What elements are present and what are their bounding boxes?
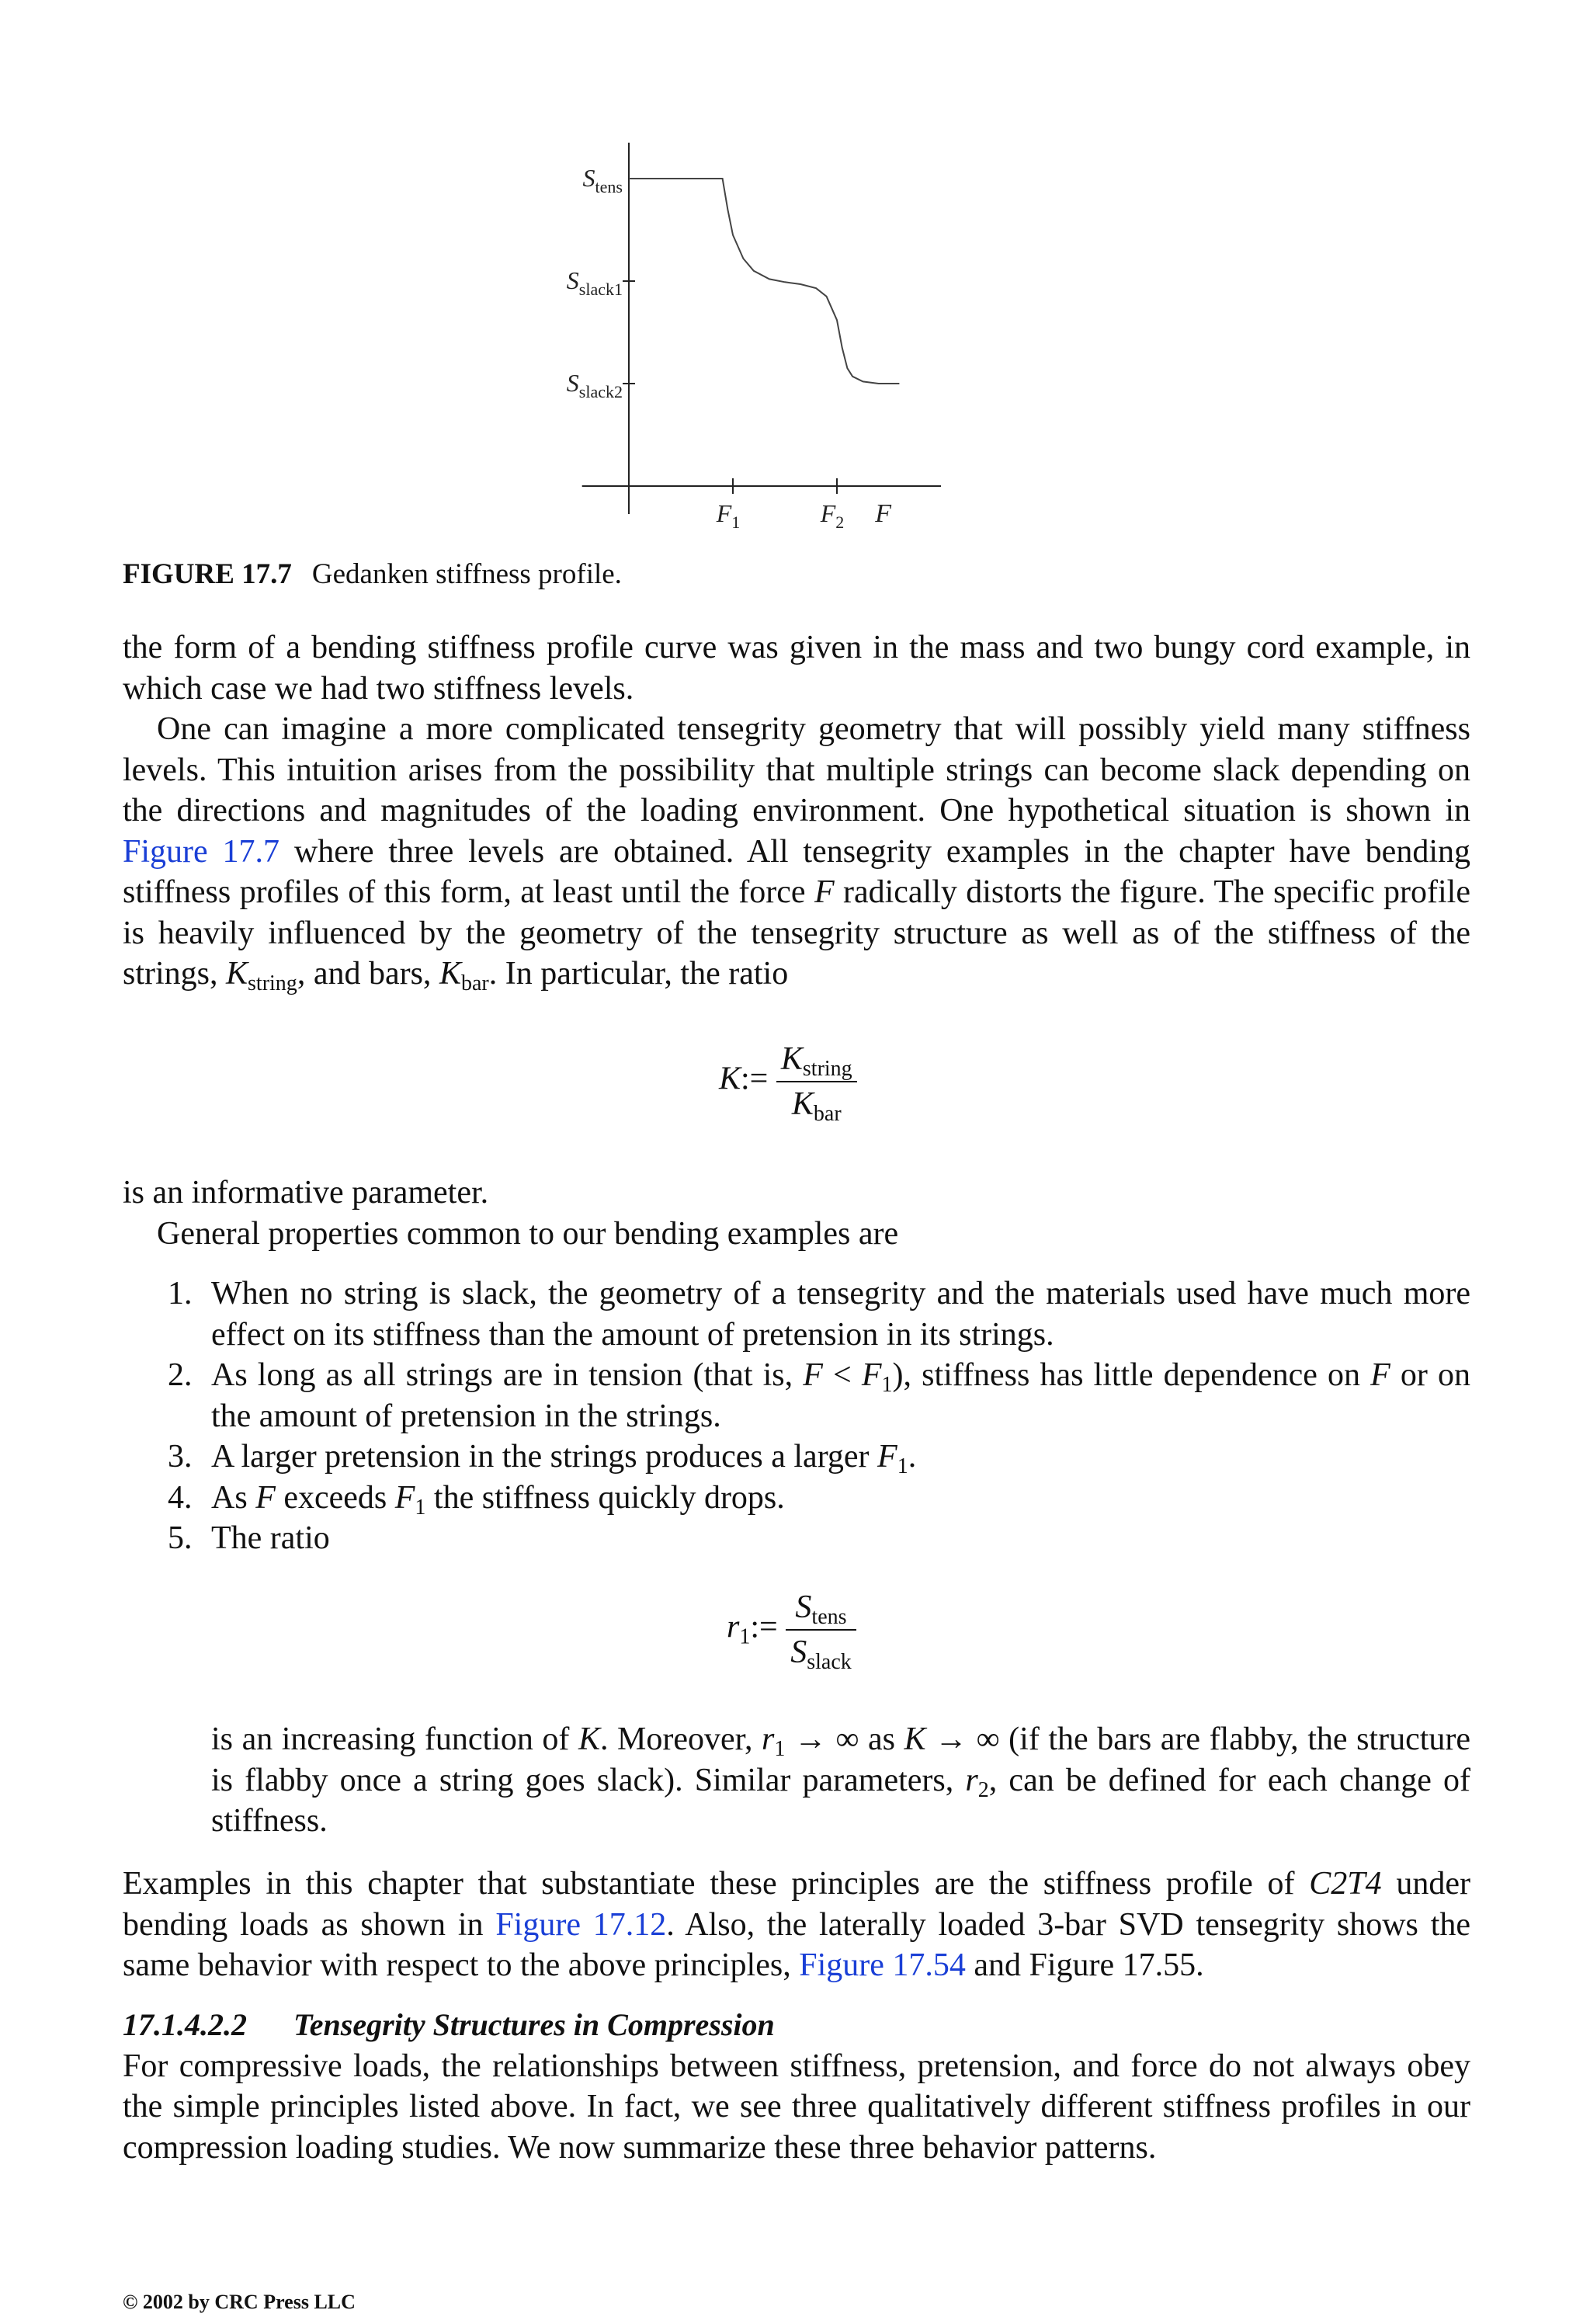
copyright-footer: © 2002 by CRC Press LLC — [123, 2291, 356, 2313]
figure-17-54-link[interactable]: Figure 17.54 — [799, 1947, 966, 1983]
body-text-top — [123, 627, 1470, 995]
x-tick-label: $F_1$ — [716, 499, 741, 532]
figure-17-12-link[interactable]: Figure 17.12 — [495, 1906, 667, 1943]
list-item — [123, 1355, 1470, 1436]
eq1-num-K: K — [780, 1041, 803, 1077]
list-text-b: . — [908, 1439, 917, 1475]
var-F: F — [1370, 1357, 1390, 1393]
eq1-numerator — [776, 1040, 857, 1082]
var-r1: r — [762, 1721, 775, 1757]
var-K: K — [904, 1721, 926, 1757]
p2-var-K-string: K — [226, 956, 248, 992]
list-item — [123, 1478, 1470, 1519]
eq1-fraction — [776, 1040, 857, 1126]
sub-2: 2 — [977, 1777, 989, 1802]
list-item — [123, 1273, 1470, 1355]
y-tick-label: $S_{slack2}$ — [566, 369, 623, 401]
paragraph-5 — [123, 1864, 1470, 1986]
figure-17-7-link[interactable]: Figure 17.7 — [123, 833, 280, 870]
eq1-lhs: K — [719, 1061, 741, 1097]
figure-caption-text: Gedanken stiffness profile. — [311, 558, 622, 590]
list-number: 2. — [168, 1357, 193, 1393]
i5-arrow-2: → ∞ (if the bars are flabby, the structure is flabby once a string goes slack). Similar parameters, — [211, 1721, 1471, 1798]
p2-sub-bar: bar — [460, 971, 489, 995]
list-text-a: As — [211, 1479, 256, 1516]
chart-y-tick-labels — [567, 164, 623, 401]
p5-text-c: . Also, the laterally loaded 3-bar SVD tensegrity shows the same behavior with respect to the above principles, — [123, 1906, 1471, 1983]
var-F1: F — [877, 1439, 897, 1475]
list-text-a: As long as all strings are in tension (that is, — [211, 1357, 804, 1393]
eq2-lhs-sub: 1 — [739, 1624, 751, 1649]
p5-text-a: Examples in this chapter that substantiate these principles are the stiffness profile of — [123, 1866, 1310, 1902]
list-text-a: A larger pretension in the strings produces a larger — [211, 1439, 878, 1475]
sub-1: 1 — [774, 1737, 786, 1761]
paragraph-6: For compressive loads, the relationships between stiffness, pretension, and force do not always obey the simple principles listed above. In fact, we see three qualitatively different stiffness profiles in our compression loading studies. We now summarize these three behavior patterns. — [123, 2048, 1470, 2166]
x-tick-label: $F_2$ — [820, 499, 845, 532]
y-tick-label: $S_{tens}$ — [582, 164, 623, 196]
eq2-num-S: S — [795, 1589, 812, 1625]
i5-arrow-1: → ∞ as — [785, 1721, 904, 1757]
paragraph-2 — [123, 709, 1470, 995]
eq2-fraction — [786, 1589, 856, 1674]
list-number: 1. — [168, 1276, 193, 1311]
var-F: F — [803, 1357, 823, 1393]
item-5-continuation — [123, 1719, 1470, 1842]
list-item — [123, 1518, 1470, 1559]
equation-K-ratio — [719, 1040, 857, 1126]
chart-x-tick-labels — [716, 499, 892, 532]
list-item — [123, 1436, 1470, 1478]
eq2-numerator — [786, 1589, 856, 1631]
sub-1: 1 — [897, 1454, 908, 1478]
section-title: Tensegrity Structures in Compression — [293, 2007, 775, 2042]
var-F: F — [255, 1479, 276, 1516]
list-number: 3. — [168, 1439, 193, 1475]
sub-1: 1 — [881, 1373, 893, 1397]
p2-text-a: One can imagine a more complicated tensegrity geometry that will possibly yield many stiffness levels. This intuition arises from the possibility that multiple strings can become slack depending on the directions and magnitudes of the loading environment. One hypothetical situation is shown in — [123, 711, 1470, 829]
paragraph-1: the form of a bending stiffness profile curve was given in the mass and two bungy cord example, in which case we had two stiffness levels. — [123, 630, 1470, 707]
list-text-b: exceeds — [275, 1479, 395, 1516]
section-number: 17.1.4.2.2 — [123, 2007, 247, 2042]
eq1-denominator — [776, 1082, 857, 1126]
list-number: 4. — [168, 1479, 193, 1516]
var-K: K — [578, 1721, 600, 1757]
var-r2: r — [965, 1762, 978, 1798]
list-text-c: the stiffness quickly drops. — [425, 1479, 785, 1516]
eq1-assign: := — [741, 1061, 769, 1097]
eq2-assign: := — [750, 1609, 778, 1645]
item-5-text — [123, 1719, 1470, 1842]
eq2-denominator — [786, 1631, 856, 1674]
p2-text-e: . In particular, the ratio — [488, 956, 789, 992]
section-heading — [123, 2005, 1470, 2046]
less-than: < — [822, 1357, 862, 1393]
p2-sub-string: string — [248, 971, 297, 995]
figure-label: FIGURE 17.7 — [123, 558, 292, 590]
sub-1: 1 — [415, 1495, 426, 1520]
x-axis-label: F — [875, 499, 891, 528]
stiffness-curve — [629, 179, 899, 384]
var-F1: F — [861, 1357, 882, 1393]
p5-text-d: and Figure 17.55. — [965, 1947, 1204, 1983]
p2-var-F: F — [814, 874, 835, 910]
i5-text-b: . Moreover, — [600, 1721, 762, 1757]
eq2-den-sub: slack — [807, 1650, 852, 1674]
eq1-num-sub: string — [802, 1057, 852, 1081]
p2-text-c: radically distorts the figure. The specific profile is heavily influenced by the geometry of the tensegrity structure as well as of the stiffness of the strings, — [123, 874, 1470, 992]
eq1-den-K: K — [791, 1086, 814, 1122]
stiffness-profile-chart — [497, 124, 1056, 544]
list-text: When no string is slack, the geometry of a tensegrity and the materials used have much more effect on its stiffness than the amount of pretension in its strings. — [211, 1276, 1470, 1353]
i5-text-a: is an increasing function of — [211, 1721, 578, 1757]
p2-var-K-bar: K — [439, 956, 461, 992]
paragraph-4: General properties common to our bending examples are — [157, 1215, 899, 1252]
properties-list — [123, 1273, 1470, 1559]
i5-text-c: , can be defined for each change of stiffness. — [211, 1762, 1471, 1839]
paragraph-3: is an informative parameter. — [123, 1175, 489, 1211]
var-F1: F — [394, 1479, 415, 1516]
section-block — [123, 2005, 1470, 2168]
eq2-den-S: S — [790, 1634, 807, 1670]
p5-text-b: under bending loads as shown in — [123, 1866, 1470, 1943]
c2t4-label: C2T4 — [1309, 1866, 1382, 1902]
chart-axes — [582, 143, 941, 514]
list-text-c: or on the amount of pretension in the strings. — [211, 1357, 1470, 1434]
list-text-a: The ratio — [211, 1520, 330, 1556]
eq1-den-sub: bar — [813, 1102, 842, 1126]
paragraph-5-block — [123, 1864, 1470, 1986]
body-text-middle — [123, 1172, 1470, 1254]
figure-caption — [123, 558, 622, 591]
eq2-lhs: r — [727, 1609, 740, 1645]
list-text-b: ), stiffness has little dependence on — [892, 1357, 1371, 1393]
equation-r1-ratio — [727, 1589, 856, 1674]
p2-text-d: , and bars, — [297, 956, 439, 992]
y-tick-label: $S_{slack1}$ — [566, 266, 623, 299]
list-number: 5. — [168, 1520, 193, 1556]
eq2-num-sub: tens — [811, 1605, 847, 1629]
p2-text-b: where three levels are obtained. All tensegrity examples in the chapter have bending stiffness profiles of this form, at least until the force — [123, 833, 1470, 910]
